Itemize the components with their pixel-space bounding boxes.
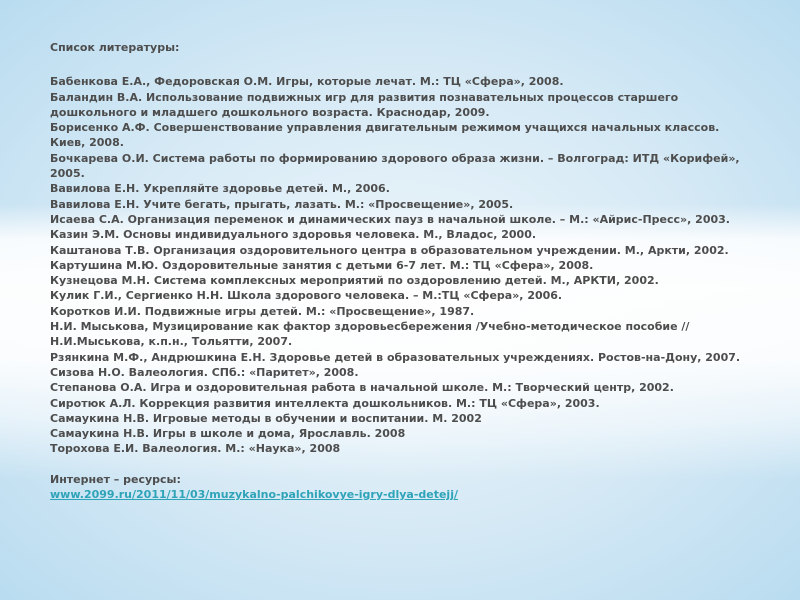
reference-list — [50, 74, 750, 456]
reference-item: Коротков И.И. Подвижные игры детей. М.: «Просвещение», 1987. — [50, 304, 475, 318]
reference-item: Бочкарева О.И. Система работы по формированию здорового образа жизни. – Волгоград: ИТД «Корифей», 2005. — [50, 151, 740, 181]
internet-heading: Интернет – ресурсы: — [50, 472, 181, 486]
reference-item: Кузнецова М.Н. Система комплексных мероприятий по оздоровлению детей. М., АРКТИ, 2002. — [50, 274, 659, 288]
reference-item: Баландин В.А. Использование подвижных игр для развития познавательных процессов старшего дошкольного и младшего дошкольного возраста. Краснодар, 2009. — [50, 90, 679, 119]
reference-item: Казин Э.М. Основы индивидуального здоровья человека. М., Владос, 2000. — [50, 228, 537, 242]
reference-item: Н.И. Мыськова, Музицирование как фактор здоровьесбережения /Учебно-методическое пособие // Н.И.Мыськова, к.п.н., Тольятти, 2007. — [50, 320, 690, 349]
reference-item: Сиротюк А.Л. Коррекция развития интеллекта дошкольников. М.: ТЦ «Сфера», 2003. — [50, 396, 600, 410]
reference-item: Степанова О.А. Игра и оздоровительная работа в начальной школе. М.: Творческий центр, 2002. — [50, 381, 674, 395]
reference-item: Исаева С.А. Организация переменок и динамических пауз в начальной школе. – М.: «Айрис-Пресс», 2003. — [50, 212, 730, 226]
reference-item: Картушина М.Ю. Оздоровительные занятия с детьми 6-7 лет. М.: ТЦ «Сфера», 2008. — [50, 258, 594, 272]
bibliography-content — [50, 40, 750, 502]
reference-item: Бабенкова Е.А., Федоровская О.М. Игры, которые лечат. М.: ТЦ «Сфера», 2008. — [50, 75, 564, 89]
reference-item: Сизова Н.О. Валеология. СПб.: «Паритет», 2008. — [50, 365, 359, 379]
reference-item: Вавилова Е.Н. Учите бегать, прыгать, лазать. М.: «Просвещение», 2005. — [50, 197, 514, 211]
reference-item: Рзянкина М.Ф., Андрюшкина Е.Н. Здоровье детей в образовательных учреждениях. Ростов-на-Дону, 2007. — [50, 350, 741, 364]
internet-resource-link[interactable]: www.2099.ru/2011/11/03/muzykalno-palchikovye-igry-dlya-detejj/ — [50, 488, 458, 502]
reference-item: Самаукина Н.В. Игры в школе и дома, Ярославль. 2008 — [50, 427, 406, 441]
bibliography-heading: Список литературы: — [50, 41, 180, 54]
reference-item: Борисенко А.Ф. Совершенствование управления двигательным режимом учащихся начальных классов. Киев, 2008. — [50, 121, 720, 150]
reference-item: Торохова Е.И. Валеология. М.: «Наука», 2008 — [50, 442, 341, 456]
reference-item: Каштанова Т.В. Организация оздоровительного центра в образовательном учреждении. М., Аркти, 2002. — [50, 243, 729, 257]
reference-item: Самаукина Н.В. Игровые методы в обучении и воспитании. М. 2002 — [50, 411, 482, 425]
reference-item: Вавилова Е.Н. Укрепляйте здоровье детей. М., 2006. — [50, 182, 390, 196]
reference-item: Кулик Г.И., Сергиенко Н.Н. Школа здорового человека. – М.:ТЦ «Сфера», 2006. — [50, 289, 563, 303]
internet-resources — [50, 472, 750, 503]
